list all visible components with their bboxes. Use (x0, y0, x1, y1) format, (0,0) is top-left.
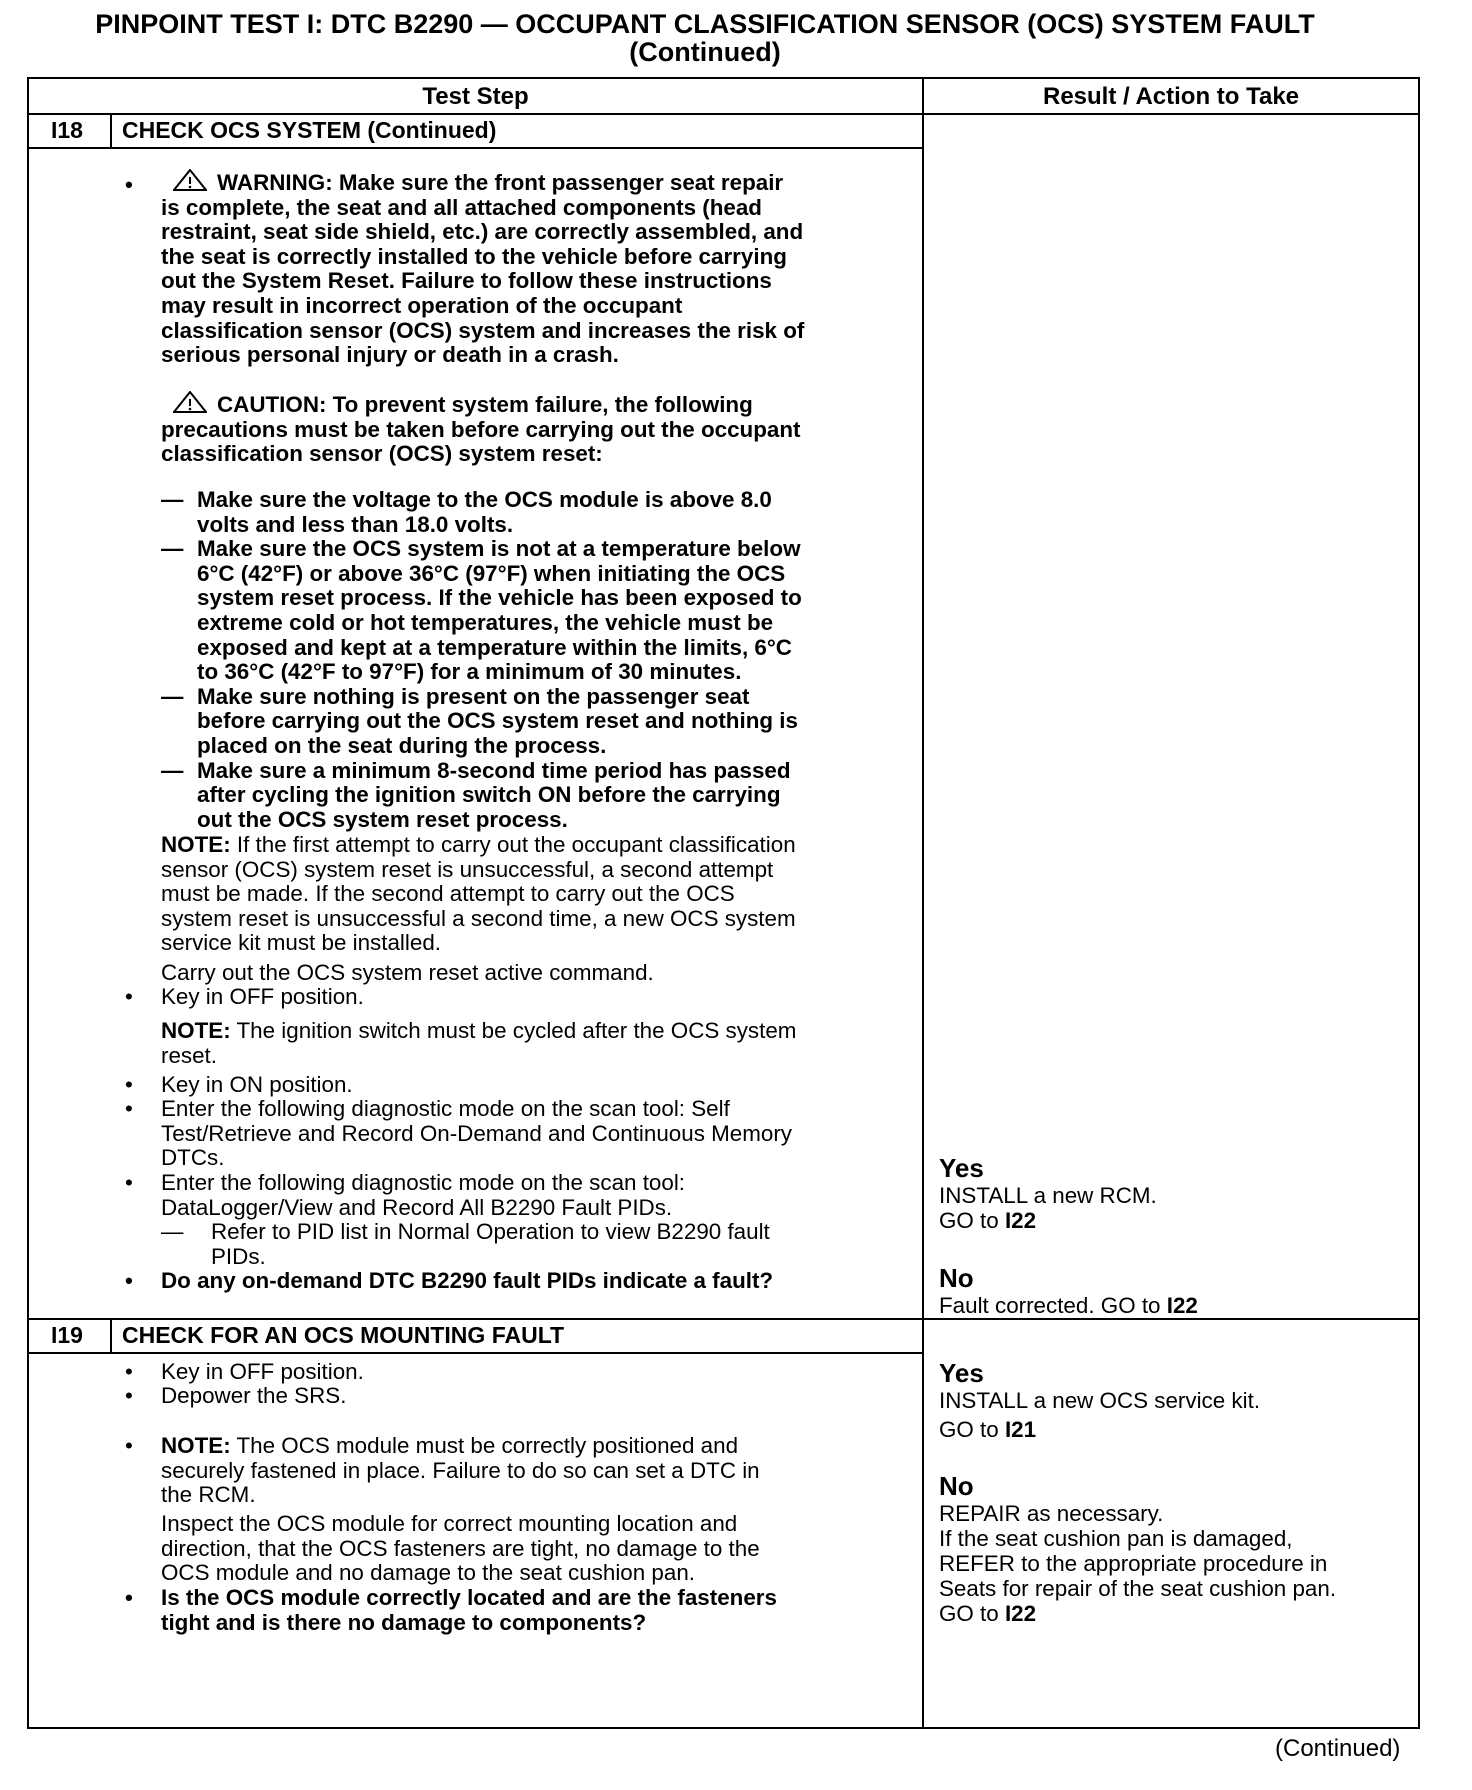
step-link[interactable]: I22 (1004, 1601, 1037, 1626)
note-block: • NOTE: The OCS module must be correctly positioned and securely fastened in place. Failure to do so can set a DTC in the RCM. (125, 1433, 760, 1508)
list-item: • Enter the following diagnostic mode on the scan tool: DataLogger/View and Record All B2290 Fault PIDs. (125, 1170, 686, 1220)
list-item: • Key in ON position. (125, 1072, 353, 1097)
pinpoint-test-table (27, 77, 1420, 1729)
list-item: — Make sure nothing is present on the passenger seat before carrying out the OCS system reset and nothing is placed on the seat during the process. (161, 683, 798, 758)
list-item: — Make sure the voltage to the OCS module is above 8.0 volts and less than 18.0 volts. (161, 487, 772, 537)
step18-title-divider (29, 147, 922, 149)
list-item: — Refer to PID list in Normal Operation to view B2290 fault PIDs. (161, 1219, 770, 1269)
precaution-list (161, 488, 921, 832)
warning-block: • WARNING: Make sure the front passenger seat repair is complete, the seat and all attached components (head restraint, seat side shield, etc.) are correctly assembled, and the seat is correctly installed to the vehicle before carrying out the System Reset. Failure to follow these instructions may result in incorrect operation of the occupant classification sensor (OCS) system and increases the risk of serious personal injury or death in a crash. (125, 170, 805, 368)
list-item: • Key in OFF position. (125, 984, 364, 1009)
continued-footer: (Continued) (1275, 1735, 1401, 1762)
step-link[interactable]: I22 (1004, 1208, 1037, 1233)
note-block: NOTE: If the first attempt to carry out the occupant classification sensor (OCS) system reset is unsuccessful, a second attempt must be made. If the second attempt to carry out the OCS system reset is unsuccessful a second time, a new OCS system service kit must be installed. (161, 832, 796, 956)
result-no: No Fault corrected. GO to I22 (939, 1263, 1198, 1318)
note-block: NOTE: The ignition switch must be cycled after the OCS system reset. (161, 1018, 797, 1068)
question: • Do any on-demand DTC B2290 fault PIDs indicate a fault? (125, 1268, 774, 1293)
step-id: I19 (51, 1322, 83, 1348)
result-yes: Yes INSTALL a new OCS service kit. GO to I21 (939, 1358, 1261, 1442)
bullet: • (125, 172, 133, 197)
caution-block: CAUTION: To prevent system failure, the following precautions must be taken before carrying out the occupant classification sensor (OCS) system reset: (161, 392, 801, 467)
result-header: Result / Action to Take (1042, 83, 1300, 110)
step-id: I18 (51, 117, 83, 143)
list-item: • Key in OFF position. (125, 1359, 364, 1384)
step-id-divider (110, 113, 112, 147)
step-link[interactable]: I22 (1166, 1293, 1198, 1318)
list-item: • Depower the SRS. (125, 1383, 347, 1408)
result-no: No REPAIR as necessary. If the seat cushion pan is damaged, REFER to the appropriate procedure in Seats for repair of the seat cushion pan. GO to I22 (939, 1471, 1337, 1626)
page-title: PINPOINT TEST I: DTC B2290 — OCCUPANT CLASSIFICATION SENSOR (OCS) SYSTEM FAULT (Continued) (95, 9, 1315, 67)
list-item: — Make sure the OCS system is not at a temperature below 6°C (42°F) or above 36°C (97°F) when initiating the OCS system reset process. If the vehicle has been exposed to extreme cold or hot temperatures, the vehicle must be exposed and kept at a temperature within the limits, 6°C to 36°C (42°F to 97°F) for a minimum of 30 minutes. (161, 536, 802, 685)
warning-triangle-icon (173, 169, 207, 191)
inspect-text: Inspect the OCS module for correct mounting location and direction, that the OCS fasteners are tight, no damage to the OCS module and no damage to the seat cushion pan. (161, 1511, 760, 1586)
question: • Is the OCS module correctly located and are the fasteners tight and is there no damage to components? (125, 1585, 777, 1635)
step-title: CHECK OCS SYSTEM (Continued) (122, 117, 497, 143)
carry-out-text: Carry out the OCS system reset active command. (161, 960, 654, 985)
caution-triangle-icon (173, 391, 207, 413)
step19-title-divider (29, 1352, 922, 1354)
test-step-header: Test Step (422, 83, 529, 110)
step-link[interactable]: I21 (1004, 1417, 1037, 1442)
step-divider (29, 1318, 1418, 1320)
list-item: • Enter the following diagnostic mode on the scan tool: Self Test/Retrieve and Record On-Demand and Continuous Memory DTCs. (125, 1096, 792, 1171)
step-id-divider (110, 1318, 112, 1352)
step-title: CHECK FOR AN OCS MOUNTING FAULT (122, 1322, 565, 1348)
list-item: — Make sure a minimum 8-second time period has passed after cycling the ignition switch ON before the carrying out the OCS system reset process. (161, 757, 791, 832)
result-yes: Yes INSTALL a new RCM. GO to I22 (939, 1153, 1157, 1233)
